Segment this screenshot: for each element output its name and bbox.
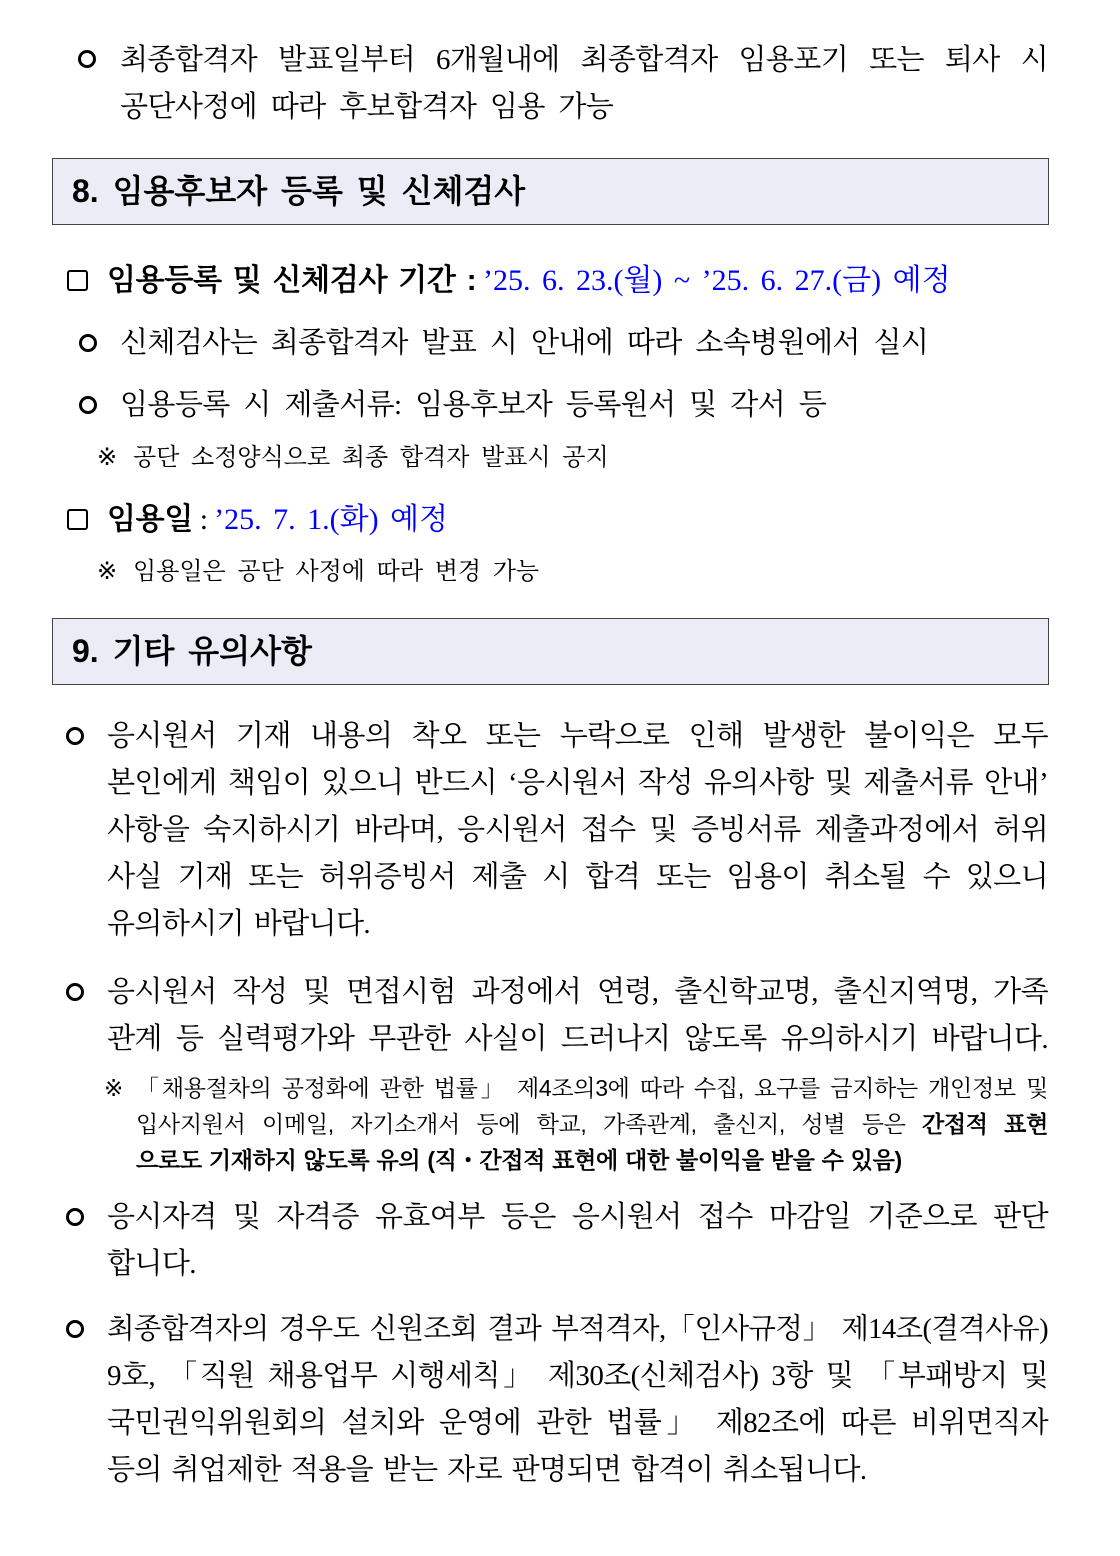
notice-item-blind-recruitment — [107, 969, 1048, 1063]
registration-period-label: 임용등록 및 신체검사 기간 : — [107, 264, 477, 297]
circle-bullet-icon — [66, 1320, 84, 1338]
square-bullet-icon — [67, 270, 88, 291]
notice-line: 최종합격자의 경우도 신원조회 결과 부적격자,「인사규정」 제14조(결격사유) — [107, 1314, 1048, 1345]
notice-line: 사실 기재 또는 허위증빙서 제출 시 합격 또는 임용이 취소될 수 있으니 — [107, 861, 1048, 893]
appointment-date-label: 임용일 — [107, 503, 194, 536]
bullet-line: 신체검사는 최종합격자 발표 시 안내에 따라 소속병원에서 실시 — [120, 327, 929, 359]
square-bullet-icon — [67, 509, 88, 530]
section-8-heading: 8. 임용후보자 등록 및 신체검사 — [72, 173, 526, 209]
appointment-date-separator: : — [199, 503, 208, 536]
fair-hiring-law-note — [136, 1070, 1048, 1178]
registration-period-value: ’25. 6. 23.(월) ~ ’25. 6. 27.(금) 예정 — [482, 264, 951, 297]
notice-line: 합니다. — [107, 1248, 196, 1280]
physical-exam-bullet — [120, 320, 1048, 367]
notice-line: 9호, 「직원 채용업무 시행세칙」 제30조(신체검사) 3항 및 「부패방지 및 — [107, 1360, 1048, 1392]
reference-mark: ※ — [97, 558, 118, 585]
note-line-emphasis: 간접적 표현 — [921, 1111, 1048, 1137]
notice-line: 유의하시기 바랍니다. — [107, 908, 371, 940]
note-line: 공단 소정양식으로 최종 합격자 발표시 공지 — [133, 444, 609, 471]
notice-line: 관계 등 실력평가와 무관한 사실이 드러나지 않도록 유의하시기 바랍니다. — [107, 1023, 1048, 1055]
form-note — [133, 440, 1048, 476]
section-8-heading-box — [52, 158, 1049, 225]
note-line-plain: 입사지원서 이메일, 자기소개서 등에 학교, 가족관계, 출신지, 성별 등은 — [136, 1111, 906, 1137]
note-line: 임용일은 공단 사정에 따라 변경 가능 — [133, 558, 540, 585]
circle-bullet-icon — [79, 334, 97, 352]
notice-line: 응시원서 작성 및 면접시험 과정에서 연령, 출신학교명, 출신지역명, 가족 — [107, 976, 1048, 1008]
circle-bullet-icon — [78, 50, 96, 68]
note-line-emphasis: 으로도 기재하지 않도록 유의 (직・간접적 표현에 대한 불이익을 받을 수 있음) — [136, 1147, 902, 1173]
notice-item-application-accuracy — [107, 713, 1048, 948]
reference-mark: ※ — [97, 444, 118, 471]
registration-period-line — [107, 257, 1048, 305]
documents-bullet — [120, 382, 1048, 429]
circle-bullet-icon — [79, 396, 97, 414]
bullet-line: 임용등록 시 제출서류: 임용후보자 등록원서 및 각서 등 — [120, 389, 827, 421]
notice-line: 등의 취업제한 적용을 받는 자로 판명되면 합격이 취소됩니다. — [107, 1454, 867, 1486]
section-9-heading-box — [52, 618, 1049, 685]
appointment-date-line — [107, 496, 1048, 544]
appointment-date — [107, 496, 1048, 544]
note-line: 「채용절차의 공정화에 관한 법률」 제4조의3에 따라 수집, 요구를 금지하는 개인정보 및 — [136, 1075, 1048, 1101]
intro-paragraph — [120, 37, 1048, 131]
circle-bullet-icon — [66, 727, 84, 745]
intro-line: 최종합격자 발표일부터 6개월내에 최종합격자 임용포기 또는 퇴사 시 — [120, 44, 1048, 76]
appointment-date-value: ’25. 7. 1.(화) 예정 — [214, 503, 449, 536]
reference-mark: ※ — [104, 1075, 123, 1101]
notice-item-eligibility-basis — [107, 1194, 1048, 1288]
circle-bullet-icon — [66, 983, 84, 1001]
appointment-note — [133, 554, 1048, 590]
registration-period — [107, 257, 1048, 305]
notice-item-disqualification — [107, 1306, 1048, 1494]
section-9-heading: 9. 기타 유의사항 — [72, 633, 312, 669]
notice-line: 본인에게 책임이 있으니 반드시 ‘응시원서 작성 유의사항 및 제출서류 안내’ — [107, 767, 1048, 799]
circle-bullet-icon — [66, 1208, 84, 1226]
notice-line: 응시원서 기재 내용의 착오 또는 누락으로 인해 발생한 불이익은 모두 — [107, 720, 1048, 752]
notice-line: 응시자격 및 자격증 유효여부 등은 응시원서 접수 마감일 기준으로 판단 — [107, 1201, 1048, 1233]
notice-line: 국민권익위원회의 설치와 운영에 관한 법률」 제82조에 따른 비위면직자 — [107, 1407, 1048, 1439]
note-line — [136, 1106, 1048, 1142]
notice-line: 사항을 숙지하시기 바라며, 응시원서 접수 및 증빙서류 제출과정에서 허위 — [107, 814, 1048, 846]
intro-line: 공단사정에 따라 후보합격자 임용 가능 — [120, 91, 614, 123]
